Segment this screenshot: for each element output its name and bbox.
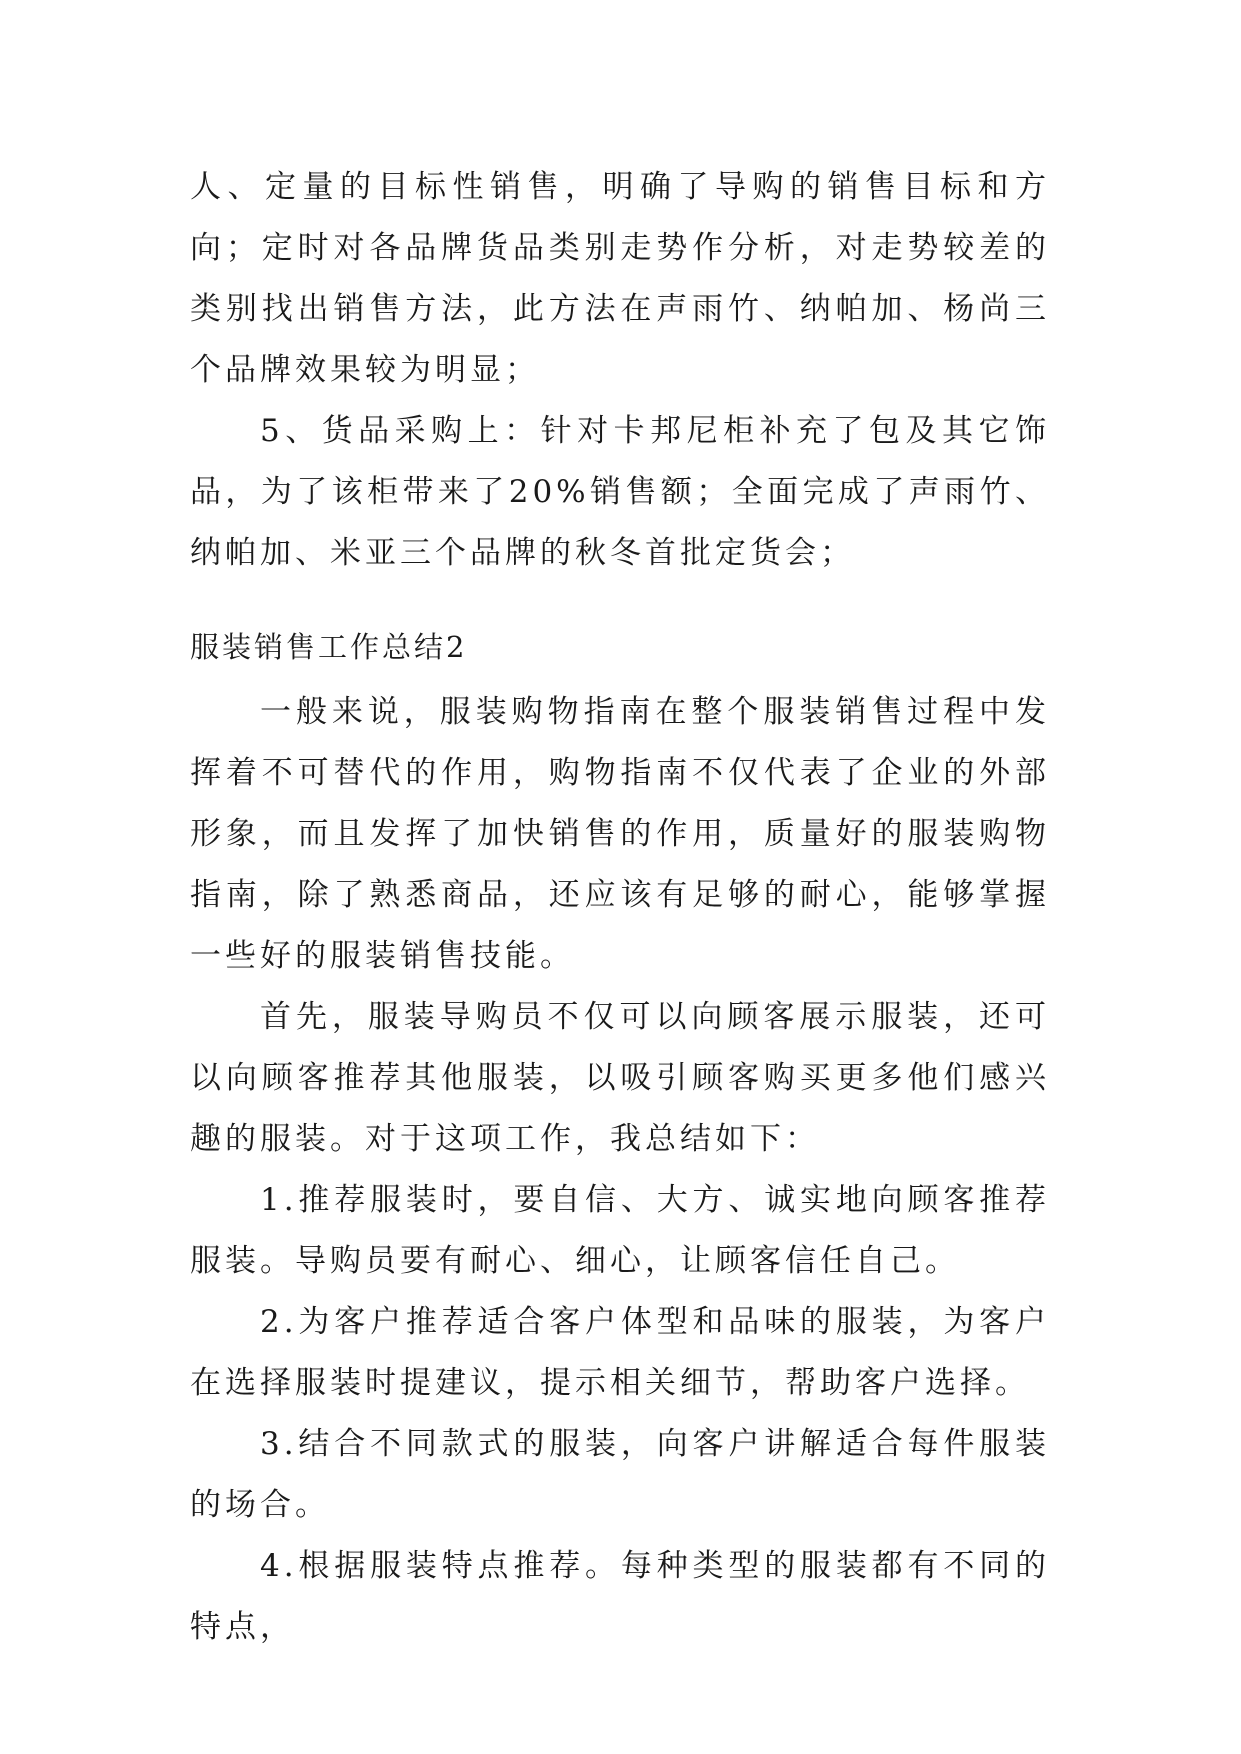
section-body-block [190,682,1050,1658]
paragraph-item-5: 5、货品采购上：针对卡邦尼柜补充了包及其它饰品，为了该柜带来了20%销售额；全面完成了声雨竹、纳帕加、米亚三个品牌的秋冬首批定货会； [190,413,1050,571]
list-item-2: 2.为客户推荐适合客户体型和品味的服装，为客户在选择服装时提建议，提示相关细节，帮助客户选择。 [190,1304,1050,1401]
continued-text-block [190,157,1050,584]
list-item-1: 1.推荐服装时，要自信、大方、诚实地向顾客推荐服装。导购员要有耐心、细心，让顾客信任自己。 [190,1182,1050,1279]
section-title: 服装销售工作总结2 [190,630,468,664]
list-item-3: 3.结合不同款式的服装，向客户讲解适合每件服装的场合。 [190,1426,1050,1523]
section-heading-block [190,627,1050,667]
paragraph-first: 首先，服装导购员不仅可以向顾客展示服装，还可以向顾客推荐其他服装，以吸引顾客购买更多他们感兴趣的服装。对于这项工作，我总结如下： [190,999,1050,1157]
paragraph-intro: 一般来说，服装购物指南在整个服装销售过程中发挥着不可替代的作用，购物指南不仅代表了企业的外部形象，而且发挥了加快销售的作用，质量好的服装购物指南，除了熟悉商品，还应该有足够的耐心，能够掌握一些好的服装销售技能。 [190,694,1050,974]
list-item-4: 4.根据服装特点推荐。每种类型的服装都有不同的特点， [190,1548,1050,1645]
paragraph-continued: 人、定量的目标性销售，明确了导购的销售目标和方向；定时对各品牌货品类别走势作分析，对走势较差的类别找出销售方法，此方法在声雨竹、纳帕加、杨尚三个品牌效果较为明显； [190,169,1050,388]
